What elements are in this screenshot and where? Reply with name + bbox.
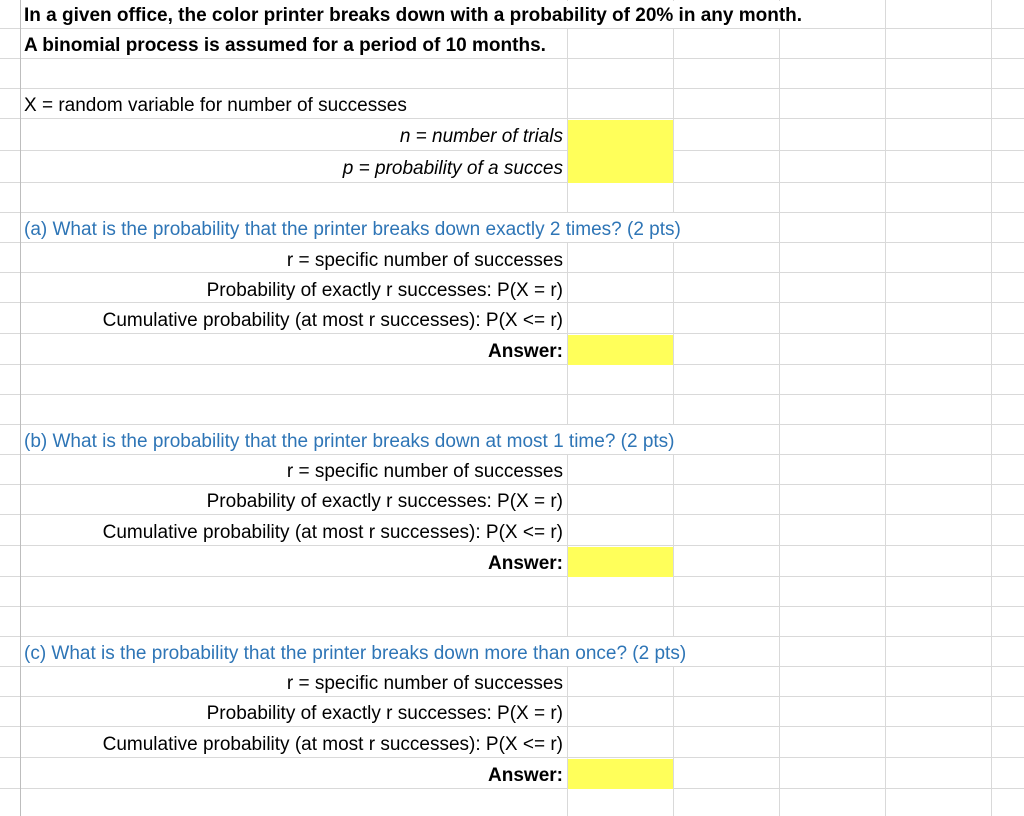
question-a: (a) What is the probability that the printer breaks down exactly 2 times? (2 pts) (24, 219, 681, 240)
p-input-cell[interactable] (568, 151, 673, 183)
process-statement: A binomial process is assumed for a period of 10 months. (24, 35, 546, 56)
answer-label: Answer: (488, 341, 563, 362)
column-border (991, 0, 992, 816)
question-b: (b) What is the probability that the printer breaks down at most 1 time? (2 pts) (24, 431, 675, 452)
sheet-row (0, 365, 1024, 395)
sheet-row (0, 577, 1024, 607)
answer-c-input-cell[interactable] (568, 759, 673, 789)
column-border (20, 0, 21, 816)
cumulative-probability-label: Cumulative probability (at most r successes): P(X <= r) (102, 734, 563, 755)
cumulative-probability-label: Cumulative probability (at most r successes): P(X <= r) (102, 310, 563, 331)
r-label: r = specific number of successes (286, 673, 563, 694)
column-border (673, 0, 674, 816)
n-input-cell[interactable] (568, 120, 673, 151)
exact-probability-label: Probability of exactly r successes: P(X = r) (206, 491, 563, 512)
r-label: r = specific number of successes (286, 461, 563, 482)
exact-probability-label: Probability of exactly r successes: P(X = r) (206, 703, 563, 724)
sheet-row (0, 59, 1024, 89)
answer-b-input-cell[interactable] (568, 547, 673, 577)
problem-statement: In a given office, the color printer breaks down with a probability of 20% in any month. (24, 5, 803, 26)
x-definition: X = random variable for number of successes (24, 95, 407, 116)
answer-label: Answer: (488, 553, 563, 574)
question-c: (c) What is the probability that the printer breaks down more than once? (2 pts) (24, 643, 687, 664)
column-border (885, 0, 886, 816)
sheet-row (0, 607, 1024, 637)
n-label: n = number of trials (399, 126, 563, 147)
answer-label: Answer: (488, 765, 563, 786)
exact-probability-label: Probability of exactly r successes: P(X = r) (206, 280, 563, 301)
answer-a-input-cell[interactable] (568, 335, 673, 365)
p-label: p = probability of a succes (342, 158, 563, 179)
column-border (779, 0, 780, 816)
sheet-row (0, 183, 1024, 213)
r-label: r = specific number of successes (286, 250, 563, 271)
sheet-row (0, 395, 1024, 425)
cumulative-probability-label: Cumulative probability (at most r successes): P(X <= r) (102, 522, 563, 543)
sheet-row (0, 789, 1024, 816)
